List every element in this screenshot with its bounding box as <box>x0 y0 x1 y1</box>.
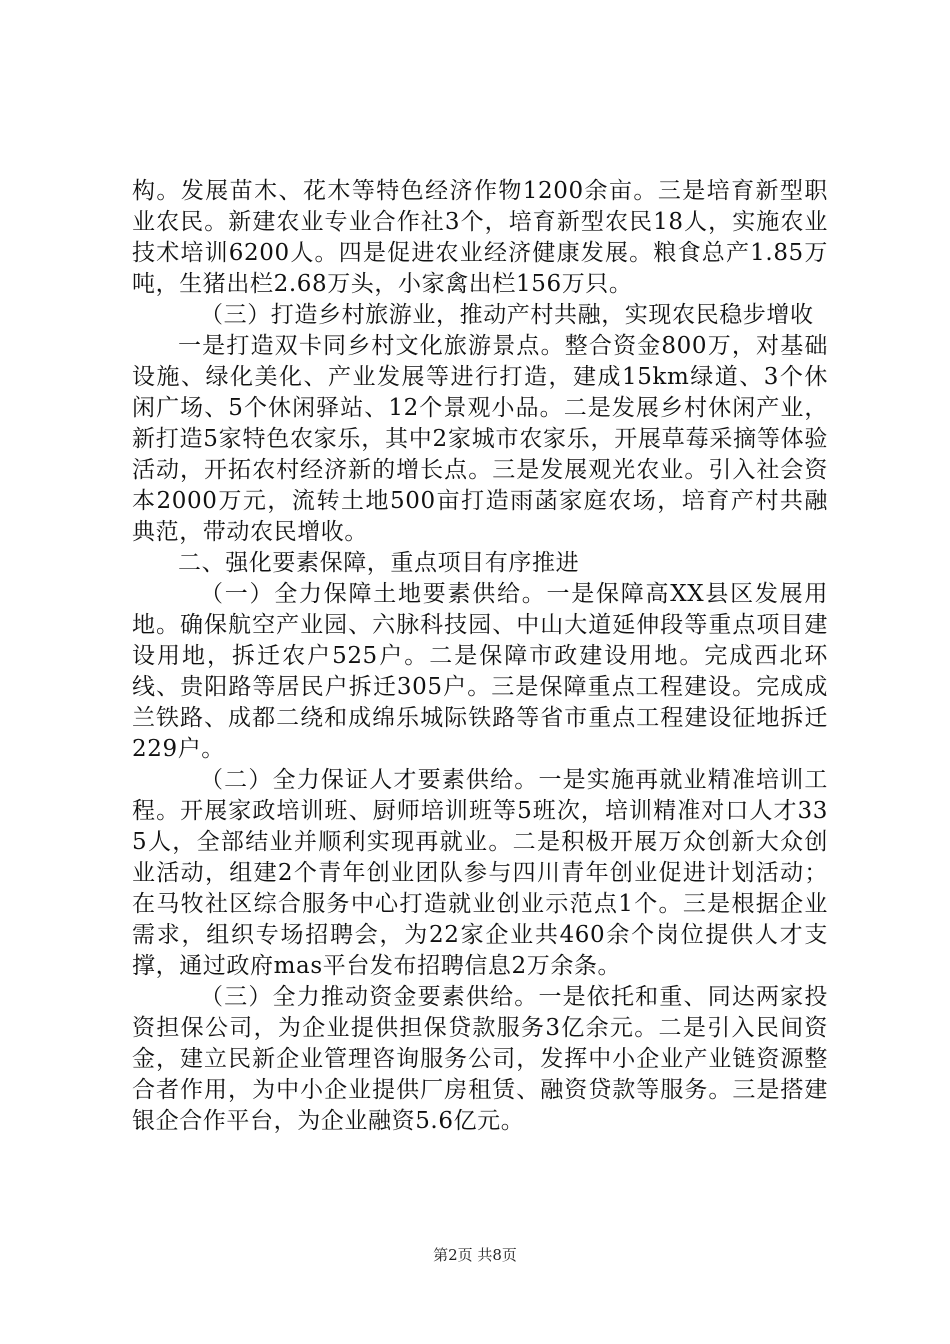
paragraph-land-supply: （一）全力保障土地要素供给。一是保障高XX县区发展用地。确保航空产业园、六脉科技园、中山大道延伸段等重点项目建设用地，拆迁农户525户。二是保障市政建设用地。完成西北环线、贵阳路等居民户拆迁305户。三是保障重点工程建设。完成成兰铁路、成都二绕和成绵乐城际铁路等省市重点工程建设征地拆迁229户。 <box>132 581 828 762</box>
heading-rural-tourism: （三）打造乡村旅游业，推动产村共融，实现农民稳步增收 <box>200 302 814 328</box>
paragraph-agriculture-continued: 构。发展苗木、花木等特色经济作物1200余亩。三是培育新型职业农民。新建农业专业合作社3个，培育新型农民18人，实施农业技术培训6200人。四是促进农业经济健康发展。粮食总产1.85万吨，生猪出栏2.68万头，小家禽出栏156万只。 <box>132 178 828 297</box>
paragraph-rural-tourism: 一是打造双卡同乡村文化旅游景点。整合资金800万，对基础设施、绿化美化、产业发展等进行打造，建成15km绿道、3个休闲广场、5个休闲驿站、12个景观小品。二是发展乡村休闲产业，新打造5家特色农家乐，其中2家城市农家乐，开展草莓采摘等体验活动，开拓农村经济新的增长点。三是发展观光农业。引入社会资本2000万元，流转土地500亩打造雨菡家庭农场，培育产村共融典范，带动农民增收。 <box>132 333 828 545</box>
page-number-footer: 第2页 共8页 <box>433 1246 517 1264</box>
paragraph-capital-supply: （三）全力推动资金要素供给。一是依托和重、同达两家投资担保公司，为企业提供担保贷款服务3亿余元。二是引入民间资金，建立民新企业管理咨询服务公司，发挥中小企业产业链资源整合者作用，为中小企业提供厂房租赁、融资贷款等服务。三是搭建银企合作平台，为企业融资5.6亿元。 <box>132 984 828 1134</box>
paragraph-talent-supply: （二）全力保证人才要素供给。一是实施再就业精准培训工程。开展家政培训班、厨师培训班等5班次，培训精准对口人才335人，全部结业并顺利实现再就业。二是积极开展万众创新大众创业活动，组建2个青年创业团队参与四川青年创业促进计划活动；在马牧社区综合服务中心打造就业创业示范点1个。三是根据企业需求，组织专场招聘会，为22家企业共460余个岗位提供人才支撑，通过政府mas平台发布招聘信息2万余条。 <box>132 767 828 979</box>
document-body <box>132 176 828 1137</box>
heading-element-guarantee: 二、强化要素保障，重点项目有序推进 <box>178 550 580 576</box>
